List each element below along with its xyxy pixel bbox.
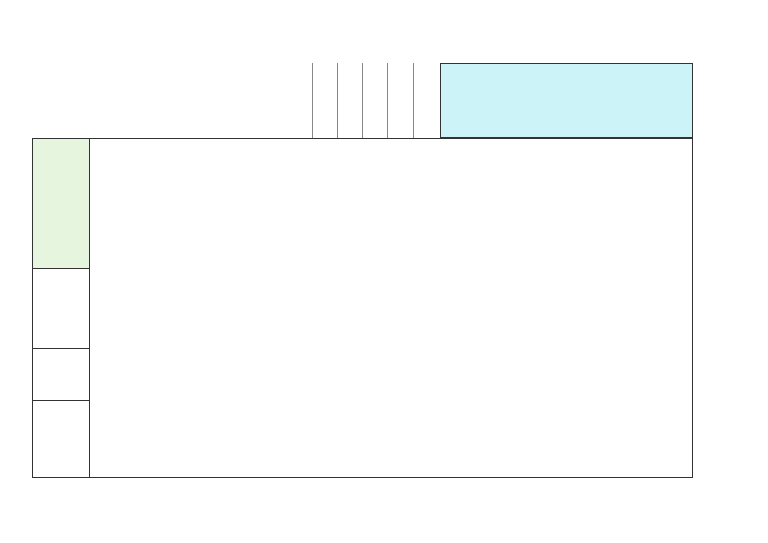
column-header-good: [337, 63, 363, 139]
column-header-excellent: [312, 63, 338, 139]
column-header-unacceptable: [413, 63, 441, 139]
category-content-research: [33, 139, 90, 269]
category-organization-formatting: [33, 269, 90, 349]
comments-header: [440, 63, 693, 138]
column-header-unsatisfactory: [362, 63, 388, 139]
category-referencing: [33, 349, 90, 401]
column-header-poor: [387, 63, 414, 139]
criteria-table: [32, 138, 693, 478]
category-language: [33, 401, 90, 478]
